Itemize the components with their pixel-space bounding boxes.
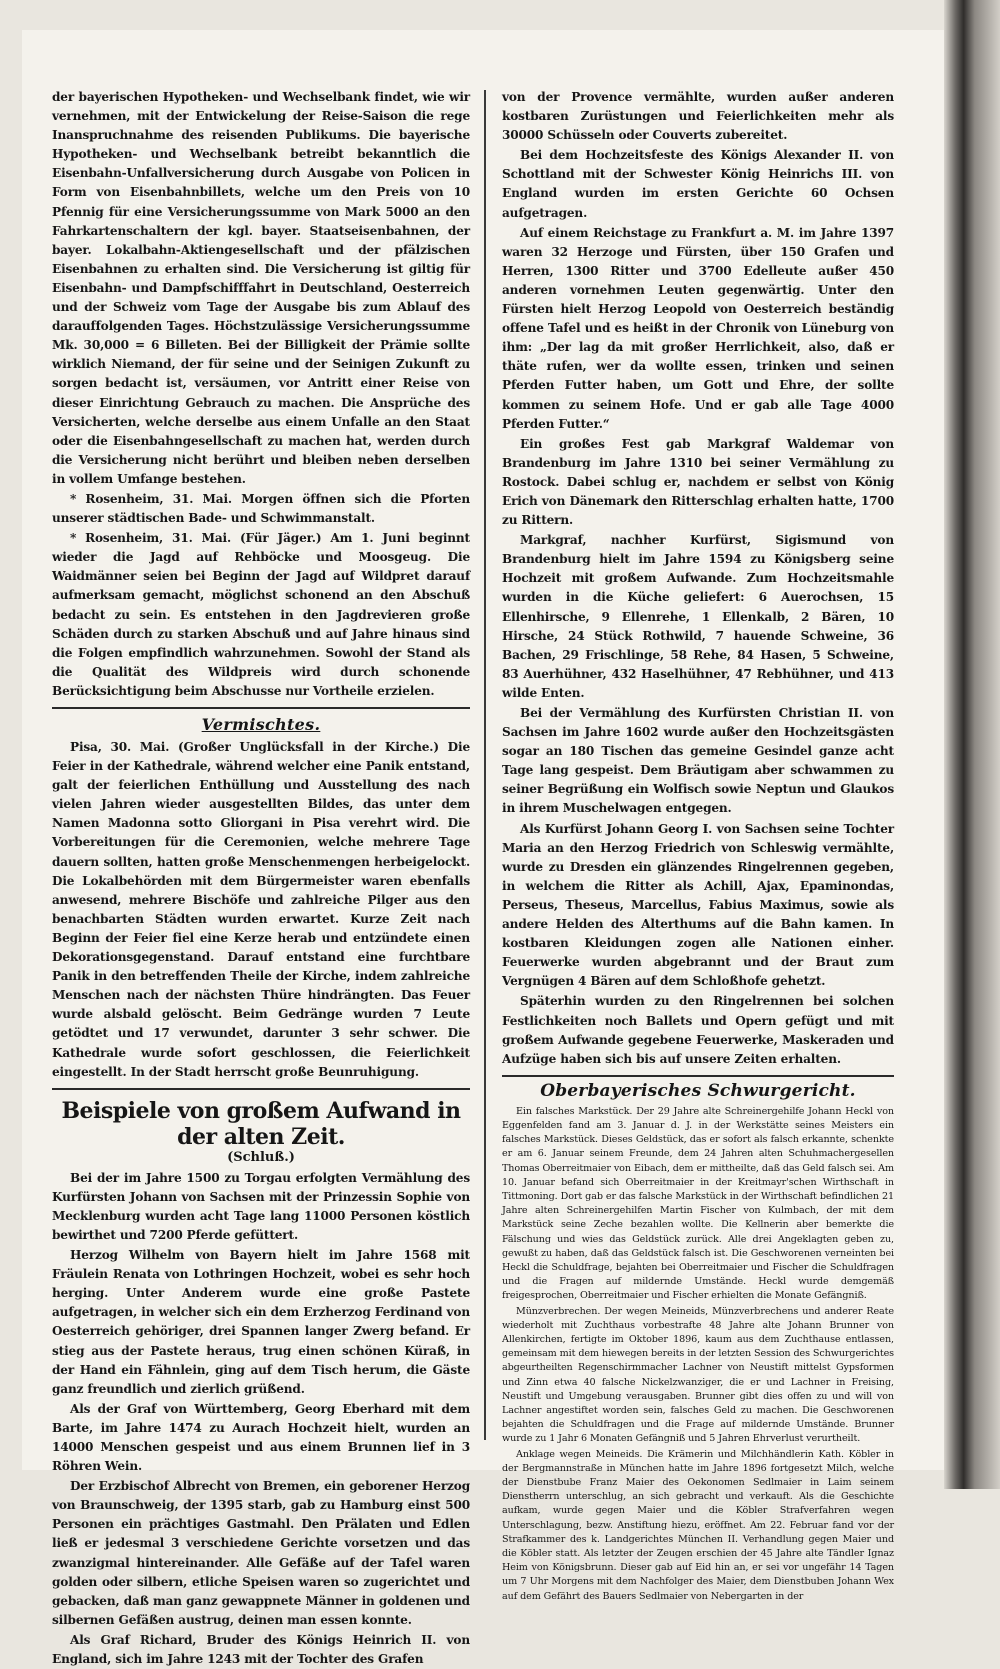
court-rule bbox=[502, 1075, 894, 1077]
court-para-meineid: Anklage wegen Meineids. Die Krämerin und Milchhändlerin Kath. Köbler in der Bergmannstraße in München hatte im Jahre 1896 fortgesetzt Milch, welche der Dienstbube Franz Maier des Oekonomen Sedlmaier in Laim seinem Dienstherrn unterschlug, an sich gebracht und verkauft. Als die Geschichte aufkam, wurde gegen Maier und die Köbler Strafverfahren wegen Unterschlagung, bezw. Anstiftung hiezu, eröffnet. Am 22. Februar fand vor der Strafkammer des k. Landgerichtes München II. Verhandlung gegen Maier und die Köbler statt. Als letzter der Zeugen erschien der 45 Jahre alte Tändler Ignaz Heim von Königsbrunn. Dieser gab auf Eid hin an, er sei vor ungefähr 14 Tagen um 7 Uhr Morgens mit dem Nachfolger des Maier, dem Dienstbuben Johann Wex auf dem Gefährt des Bauers Sedlmaier von Nebergarten in der bbox=[502, 1448, 894, 1602]
court-para-markstueck: Ein falsches Markstück. Der 29 Jahre alte Schreinergehilfe Johann Heckl von Eggenfelden fand am 3. Januar d. J. in der Werkstätte seines Meisters ein falsches Markstück. Dieses Geldstück, das er sofort als falsch erkannte, schenkte er am 6. Januar seinem Freunde, dem 24 Jahren alten Schuhmachergesellen Thomas Oberreitmaier von Eibach, dem er mittheilte, daß das Geld falsch sei. Am 10. Januar befand sich Oberreitmaier in der Kreitmayr'schen Wirthschaft in Tittmoning. Dort gab er das falsche Markstück in der Wirthschaft befindlichen 21 Jahre alten Schreinergehilfen Martin Fischer von Kulmbach, der mit dem Markstück seine Zeche bezahlen wollte. Die Kellnerin aber bemerkte die Fälschung und wies das Geldstück zurück. Alle drei Angeklagten geben zu, gewußt zu haben, daß das Geldstück falsch ist. Die Geschworenen verneinten bei Heckl die Schuldfrage, bejahten bei Oberreitmaier und Fischer die Schuldfragen und die Fragen auf mildernde Umstände. Heckl wurde demgemäß freigesprochen, Oberreitmaier und Fischer erhielten die Monate Gefängniß. bbox=[502, 1105, 894, 1302]
para-sigismund: Markgraf, nachher Kurfürst, Sigismund von Brandenburg hielt im Jahre 1594 zu Königsberg seine Hochzeit mit großem Aufwande. Zum Hochzeitsmahle wurden in die Küche geliefert: 6 Auerochsen, 15 Ellenhirsche, 9 Ellenrehe, 1 Ellenkalb, 2 Bären, 10 Hirsche, 24 Stück Rothwild, 7 hauende Schweine, 36 Bachen, 29 Frischlinge, 58 Rehe, 84 Hasen, 5 Schweine, 83 Auerhühner, 432 Haselhühner, 47 Rebhühner, und 413 wilde Enten. bbox=[502, 533, 894, 700]
para-intro: der bayerischen Hypotheken- und Wechselbank findet, wie wir vernehmen, mit der Entwickelung der Reise-Saison die rege Inanspruchnahme des reisenden Publikums. Die bayerische Hypotheken- und Wechselbank betreibt bekanntlich die Eisenbahn-Unfallversicherung durch Ausgabe von Policen in Form von Eisenbahnbillets, welche um den Preis von 10 Pfennig für eine Versicherungssumme von Mark 5000 an den Fahrkartenschaltern der kgl. bayer. Staatseisenbahnen, der bayer. Lokalbahn-Aktiengesellschaft und der pfälzischen Eisenbahnen zu erhalten sind. Die Versicherung ist giltig für Eisenbahn- und Dampfschifffahrt in Deutschland, Oesterreich und der Schweiz vom Tage der Ausgabe bis zum Ablauf des darauffolgenden Tages. Höchstzulässige Versicherungssumme Mk. 30,000 = 6 Billeten. Bei der Billigkeit der Prämie sollte wirklich Niemand, der für seine und der Seinigen Zukunft zu sorgen bedacht ist, versäumen, vor Antritt einer Reise von dieser Einrichtung Gebrauch zu machen. Die Ansprüche des Versicherten, welche derselbe aus einem Unfalle an den Staat oder die Eisenbahngesellschaft zu machen hat, werden durch die Versicherung nicht berührt und bleiben neben derselben in vollem Umfange bestehen. bbox=[52, 90, 470, 486]
para-rosenheim-hunt: * Rosenheim, 31. Mai. (Für Jäger.) Am 1. Juni beginnt wieder die Jagd auf Rehböcke und Moosgeug. Die Waidmänner seien bei Beginn der Jagd auf Wildpret darauf aufmerksam gemacht, möglichst schonend an den Abschuß bedacht zu sein. Es entstehen in den Jagdrevieren große Schäden durch zu starken Abschuß und auf Jahre hinaus sind die Folgen empfindlich wahrzunehmen. Sowohl der Stand als die Qualität des Wildpreis wird durch schonende Berücksichtigung beim Abschusse nur Vortheile erzielen. bbox=[52, 531, 470, 698]
para-frankfurt: Auf einem Reichstage zu Frankfurt a. M. im Jahre 1397 waren 32 Herzoge und Fürsten, über 150 Grafen und Herren, 1300 Ritter und 3700 Edelleute außer 450 anderen vornehmen Leuten gegenwärtig. Unter den Fürsten hielt Herzog Leopold von Oesterreich beständig offene Tafel und es heißt in der Chronik von Lüneburg von ihm: „Der lag da mit großer Herrlichkeit, also, daß er thäte rufen, wer da wollte essen, trinken und seinen Pferden Futter haben, um Gott und Ehre, der sollte kommen zu seinem Hofe. Und er gab alle Tage 4000 Pferden Futter.“ bbox=[502, 225, 894, 431]
para-pisa: Pisa, 30. Mai. (Großer Unglücksfall in der Kirche.) Die Feier in der Kathedrale, während welcher eine Panik entstand, galt der feierlichen Enthüllung und Ausstellung des nach vielen Jahren wieder ausgestellten Bildes, das unter dem Namen Madonna sotto Gliorgani in Pisa verehrt wird. Die Vorbereitungen für die Ceremonien, welche mehrere Tage dauern sollten, hatten große Menschenmengen herbeigelockt. Die Lokalbehörden mit dem Bürgermeister waren ebenfalls anwesend, mehrere Bischöfe und zahlreiche Pilger aus den benachbarten Städten wurden erwartet. Kurze Zeit nach Beginn der Feier fiel eine Kerze herab und entzündete einen Dekorationsgegenstand. Darauf entstand eine furchtbare Panik in den betreffenden Theile der Kirche, indem zahlreiche Menschen nach der nächsten Thüre hindrängten. Das Feuer wurde alsbald gelöscht. Beim Gedränge wurden 7 Leute getödtet und 17 verwundet, darunter 3 sehr schwer. Die Kathedrale wurde sofort geschlossen, die Feierlichkeit eingestellt. In der Stadt herrscht große Beunruhigung. bbox=[52, 740, 470, 1079]
article-subtitle: (Schluß.) bbox=[227, 1149, 295, 1165]
article-rule bbox=[52, 1088, 470, 1090]
para-waldemar: Ein großes Fest gab Markgraf Waldemar von Brandenburg im Jahre 1310 bei seiner Vermählung zu Rostock. Dabei schlug er, nachdem er selbst von König Erich von Dänemark den Ritterschlag erhalten hatte, 1700 zu Rittern. bbox=[502, 436, 894, 528]
court-section-title: Oberbayerisches Schwurgericht. bbox=[540, 1080, 856, 1101]
para-wuerttemberg: Als der Graf von Württemberg, Georg Eberhard mit dem Barte, im Jahre 1474 zu Aurach Hochzeit hielt, wurden an 14000 Menschen gespeist und aus einem Brunnen lief in 3 Röhren Wein. bbox=[52, 1401, 470, 1474]
left-column bbox=[52, 88, 470, 1667]
para-spaeterhin: Späterhin wurden zu den Ringelrennen bei solchen Festlichkeiten noch Ballets und Opern gefügt und mit großem Aufwande gegebene Feuerwerke, Maskeraden und Aufzüge haben sich bis auf unsere Zeiten erhalten. bbox=[502, 994, 894, 1066]
para-bremen: Der Erzbischof Albrecht von Bremen, ein geborener Herzog von Braunschweig, der 1395 starb, gab zu Hamburg einst 500 Personen ein prächtiges Gastmahl. Den Prälaten und Edlen ließ er jedesmal 3 verschiedene Gerichte vorsetzen und das zwanzigmal hintereinander. Alle Gefäße auf der Tafel waren golden oder silbern, etliche Speisen waren so zugerichtet und gebacken, daß man ganz gewappnete Männer in goldenen und silbernen Gefäßen austrug, deinen man essen konnte. bbox=[52, 1479, 470, 1627]
para-schottland: Bei dem Hochzeitsfeste des Königs Alexander II. von Schottland mit der Schwester König Heinrichs III. von England wurden im ersten Gerichte 60 Ochsen aufgetragen. bbox=[502, 148, 894, 220]
para-wilhelm: Herzog Wilhelm von Bayern hielt im Jahre 1568 mit Fräulein Renata von Lothringen Hochzeit, wobei es sehr hoch herging. Unter Anderem wurde eine große Pastete aufgetragen, in welcher sich ein dem Erzherzog Ferdinand von Oesterreich gehöriger, drei Spannen langer Zwerg befand. Er stieg aus der Pastete heraus, trug einen schönen Küraß, in der Hand ein Fähnlein, ging auf dem Tisch herum, die Gäste ganz freundlich und zierlich grüßend. bbox=[52, 1248, 470, 1396]
right-column bbox=[502, 88, 894, 1602]
court-para-muenzverbrechen: Münzverbrechen. Der wegen Meineids, Münzverbrechens und anderer Reate wiederholt mit Zuchthaus vorbestrafte 48 Jahre alte Johann Brunner von Allenkirchen, fertigte im Oktober 1896, kaum aus dem Zuchthause entlassen, gemeinsam mit dem hiewegen bereits in der letzten Session des Schwurgerichtes abgeurtheilten Regenschirmmacher Lachner von Neustift mittelst Gypsformen und Zinn etwa 40 falsche Nickelzwanziger, die er und Lachner in Freising, Neustift und Umgebung verausgaben. Brunner gibt dies offen zu und will von Lachner angestiftet worden sein, falsches Geld zu machen. Die Geschworenen bejahten die Schuldfragen und die Frage auf mildernde Umstände. Brunner wurde zu 1 Jahr 6 Monaten Gefängniß und 5 Jahren Ehrverlust verurtheilt. bbox=[502, 1305, 894, 1445]
para-johann-georg: Als Kurfürst Johann Georg I. von Sachsen seine Tochter Maria an den Herzog Friedrich von Schleswig vermählte, wurde zu Dresden ein glänzendes Ringelrennen gegeben, in welchem die Ritter als Achill, Ajax, Epaminondas, Perseus, Theseus, Marcellus, Fabius Maximus, sowie als andere Helden des Alterthums auf die Bahn kamen. In kostbaren Kleidungen zogen alle Nationen einher. Feuerwerke wurden abgebrannt und der Braut zum Vergnügen 4 Bären auf dem Schloßhofe gehetzt. bbox=[502, 821, 894, 989]
scan-edge bbox=[944, 0, 1000, 1489]
para-rosenheim-bath: * Rosenheim, 31. Mai. Morgen öffnen sich die Pforten unserer städtischen Bade- und Schwimmanstalt. bbox=[52, 491, 470, 526]
newspaper-page bbox=[22, 30, 944, 1667]
para-christian: Bei der Vermählung des Kurfürsten Christian II. von Sachsen im Jahre 1602 wurde außer den Hochzeitsgästen sogar an 180 Tischen das gemeine Gesindel ganze acht Tage lang gespeist. Dem Bräutigam aber schwammen zu seiner Begrüßung ein Wolfisch sowie Neptun und Glaukos in ihrem Muschelwagen entgegen. bbox=[502, 706, 894, 816]
section-rule bbox=[52, 707, 470, 709]
article-title: Beispiele von großem Aufwand in der alten Zeit. bbox=[61, 1097, 461, 1150]
column-divider bbox=[484, 90, 486, 1440]
section-heading-vermischtes: Vermischtes. bbox=[201, 715, 321, 734]
para-richard: Als Graf Richard, Bruder des Königs Heinrich II. von England, sich im Jahre 1243 mit der Tochter des Grafen bbox=[52, 1632, 470, 1667]
para-torgau: Bei der im Jahre 1500 zu Torgau erfolgten Vermählung des Kurfürsten Johann von Sachsen mit der Prinzessin Sophie von Mecklenburg wurden acht Tage lang 11000 Personen köstlich bewirthet und 7200 Pferde gefüttert. bbox=[52, 1170, 470, 1242]
para-provence: von der Provence vermählte, wurden außer anderen kostbaren Zurüstungen und Feierlichkeiten mehr als 30000 Schüsseln oder Couverts zubereitet. bbox=[502, 90, 894, 143]
